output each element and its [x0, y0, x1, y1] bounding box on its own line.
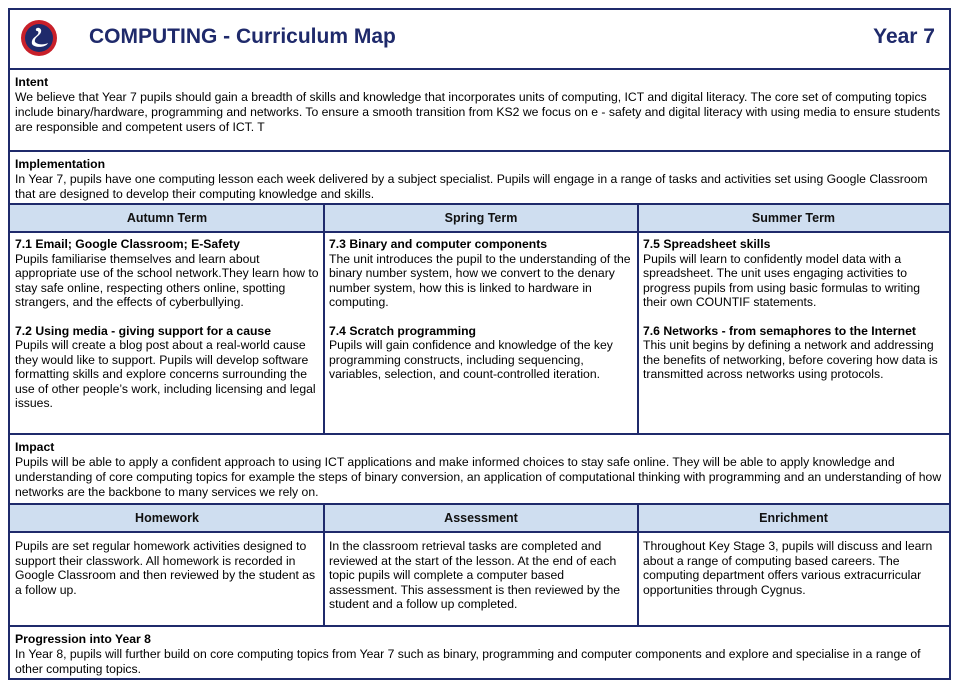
terms-content-row	[10, 233, 949, 433]
progression-text: In Year 8, pupils will further build on core computing topics from Year 7 such as binary, programming and computer components and explore and specialise in a range of other computing topics.	[15, 647, 921, 676]
intent-heading: Intent	[15, 75, 49, 89]
unit-block	[329, 237, 633, 310]
unit-text: Pupils will gain confidence and knowledge of the key programming constructs, including sequencing, variables, selection, and count-controlled iteration.	[329, 338, 613, 381]
column-divider	[323, 503, 325, 627]
enrichment-header: Enrichment	[759, 511, 828, 525]
year-label: Year 7	[873, 25, 935, 48]
page-title: COMPUTING - Curriculum Map	[89, 25, 396, 48]
impact-text: Pupils will be able to apply a confident approach to using ICT applications and make informed choices to stay safe online. They will be able to apply knowledge and understanding of core computing topics for example the steps of binary conversion, an application of computational thinking with programming and an understanding of how networks are the backbone to many services we rely on.	[15, 455, 942, 499]
unit-block	[643, 324, 944, 382]
swan-crest-icon	[20, 19, 58, 57]
unit-title: 7.4 Scratch programming	[329, 323, 476, 338]
implementation-heading: Implementation	[15, 157, 106, 171]
unit-text: The unit introduces the pupil to the understanding of the binary number system, how we convert to the denary number system, how this is linked to hardware in computing.	[329, 251, 631, 309]
spring-term-header: Spring Term	[444, 211, 518, 225]
summer-term-header: Summer Term	[751, 211, 836, 225]
terms-header-row	[10, 205, 949, 231]
unit-title: 7.5 Spreadsheet skills	[643, 237, 771, 251]
column-divider	[637, 503, 639, 627]
progression-heading: Progression into Year 8	[15, 632, 151, 646]
implementation-text: In Year 7, pupils have one computing lesson each week delivered by a subject specialist. Pupils will engage in a range of tasks and activities set using Google Classroom that are designed to develop their computing knowledge and skills.	[15, 172, 928, 201]
unit-title: 7.6 Networks - from semaphores to the Internet	[643, 323, 916, 338]
unit-text: Pupils will create a blog post about a real-world cause they would like to support. Pupils will develop software formatting skills and explore concerns surrounding the use of other people’s work, including licensing and legal issues.	[15, 338, 316, 410]
unit-title: 7.3 Binary and computer components	[329, 237, 548, 251]
unit-text: Pupils familiarise themselves and learn about appropriate use of the school network.They learn how to stay safe online, respecting others online, spotting strangers, and the effects of cyberbullying.	[15, 251, 319, 309]
homework-header: Homework	[135, 511, 199, 525]
unit-block	[15, 237, 319, 310]
autumn-term-header: Autumn Term	[126, 211, 208, 225]
page-header	[10, 10, 949, 70]
column-divider	[637, 203, 639, 435]
unit-block	[329, 324, 633, 382]
intent-text: We believe that Year 7 pupils should gain a breadth of skills and knowledge that incorporates units of computing, ICT and digital literacy. The core set of computing topics include binary/hardware, programming and networks. To ensure a smooth transition from KS2 we focus on e - safety and digital literacy with using media to ensure students are responsible and competent users of ICT. T	[15, 90, 941, 134]
progression-section	[10, 627, 949, 678]
impact-section	[10, 435, 949, 503]
extras-content-row	[10, 533, 949, 625]
unit-title: 7.1 Email; Google Classroom; E-Safety	[15, 237, 240, 251]
extras-header-row	[10, 505, 949, 531]
unit-block	[643, 237, 944, 310]
homework-cell: Pupils are set regular homework activities designed to support their classwork. All homework is recorded in Google Classroom and then reviewed by the student as a follow up.	[15, 539, 316, 597]
unit-text: This unit begins by defining a network and addressing the benefits of networking, before covering how data is transmitted across networks using protocols.	[643, 338, 938, 381]
curriculum-map-frame	[8, 8, 951, 680]
unit-text: Pupils will learn to confidently model data with a spreadsheet. The unit uses engaging activities to progress pupils from using basic formulas to writing their own COUNTIF statements.	[643, 251, 921, 309]
intent-section	[10, 70, 949, 150]
unit-block	[15, 324, 319, 411]
assessment-header: Assessment	[444, 511, 518, 525]
autumn-term-cell	[10, 233, 324, 433]
assessment-cell: In the classroom retrieval tasks are completed and reviewed at the start of the lesson. At the end of each topic pupils will complete a computer based assessment. This assessment is then reviewed by the student and a follow up completed.	[329, 539, 621, 611]
spring-term-cell	[324, 233, 638, 433]
implementation-section	[10, 152, 949, 203]
column-divider	[323, 203, 325, 435]
enrichment-cell: Throughout Key Stage 3, pupils will discuss and learn about a range of computing based careers. The computing department offers various extracurricular opportunities through Cygnus.	[643, 539, 933, 597]
impact-heading: Impact	[15, 440, 55, 454]
unit-title: 7.2 Using media - giving support for a cause	[15, 323, 271, 338]
summer-term-cell	[638, 233, 949, 433]
